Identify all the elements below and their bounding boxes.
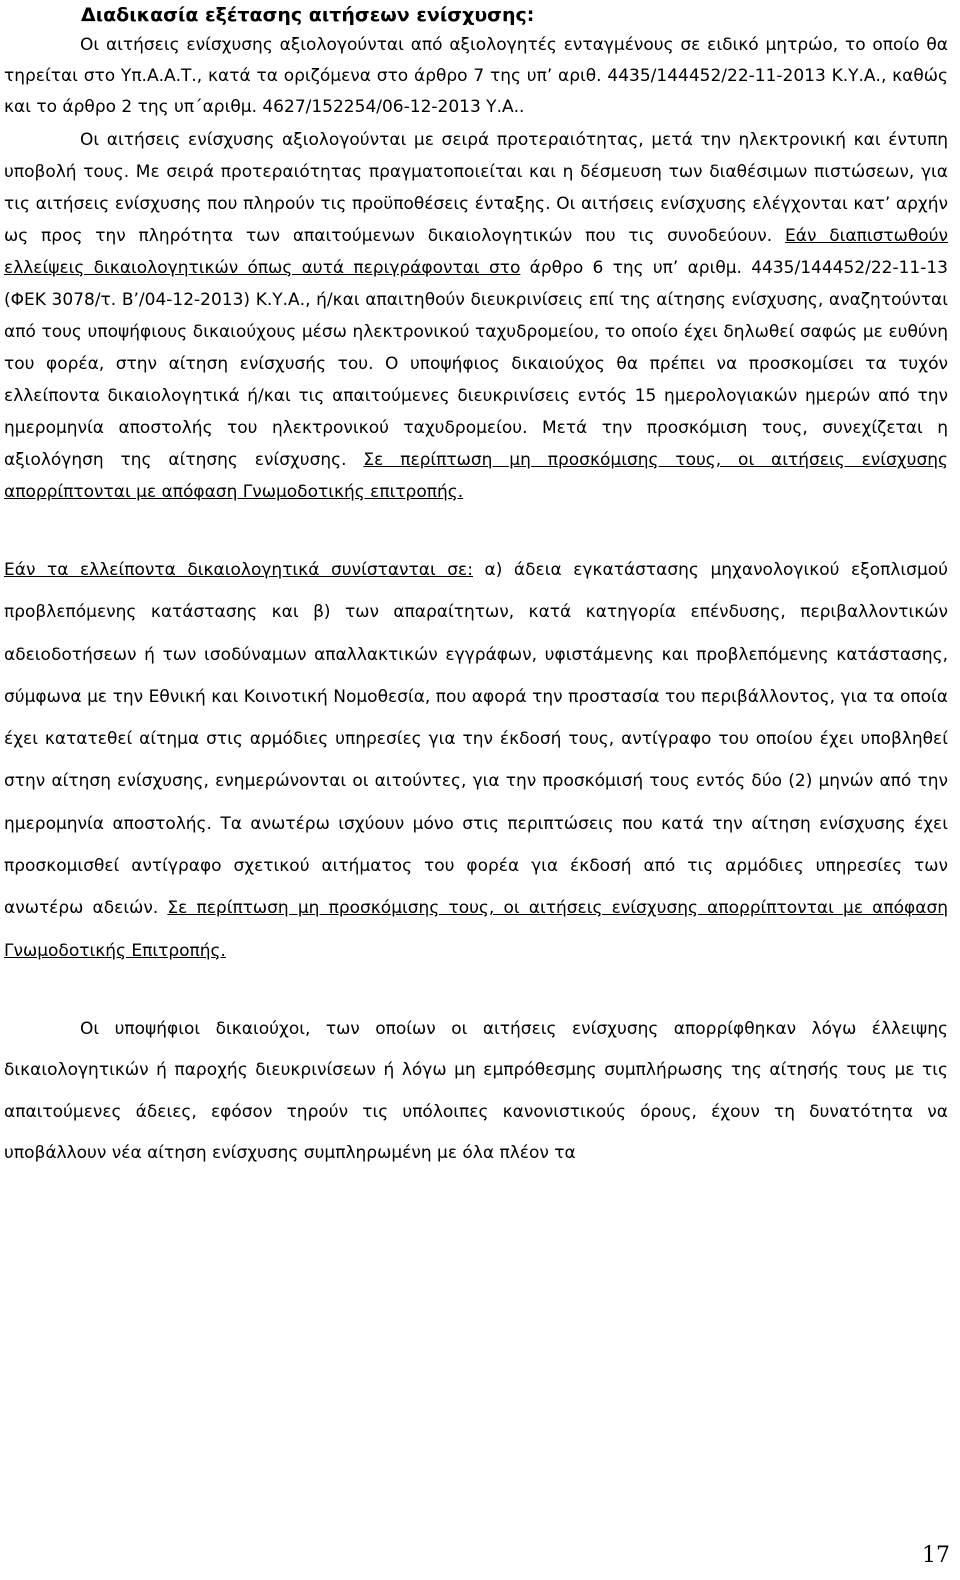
section-heading: Διαδικασία εξέτασης αιτήσεων ενίσχυσης: (81, 4, 535, 26)
paragraph-priority-text-1: Οι αιτήσεις ενίσχυσης αξιολογούνται με σειρά προτεραιότητας, μετά την ηλεκτρονική και έντυπη υποβολή τους. Με σειρά προτεραιότητας πραγματοποιείται και η δέσμευση των διαθέσιμων πιστώσεων, για τις αιτήσεις ενίσχυσης που πληρούν τις προϋποθέσεις ένταξης. Οι αιτήσεις ενίσχυσης ελέγχονται κατ’ αρχήν ως προς την πληρότητα των απαιτούμενων δικαιολογητικών που τις συνοδεύουν. (4, 130, 948, 246)
paragraph-evaluators: Οι αιτήσεις ενίσχυσης αξιολογούνται από αξιολογητές ενταγμένους σε ειδικό μητρώο, το οποίο θα τηρείται στο Υπ.Α.Α.Τ., κατά τα οριζόμενα στο άρθρο 7 της υπ’ αριθ. 4435/144452/22-11-2013 Κ.Υ.Α., καθώς και το άρθρο 2 της υπ΄αριθμ. 4627/152254/06-12-2013 Υ.Α.. (4, 35, 948, 117)
underlined-permits-rejection: Σε περίπτωση μη προσκόμισης τους, οι αιτήσεις ενίσχυσης απορρίπτονται με απόφαση Γνωμοδοτικής Επιτροπής. (4, 898, 948, 961)
page-number: 17 (922, 1543, 950, 1568)
paragraph-missing-permits (4, 549, 948, 972)
paragraph-missing-permits-text: α) άδεια εγκατάστασης μηχανολογικού εξοπλισμού προβλεπόμενης κατάστασης και β) των απαραίτητων, κατά κατηγορία επένδυσης, περιβαλλοντικών αδειοδοτήσεων ή των ισοδύναμων απαλλακτικών εγγράφων, υφιστάμενης και προβλεπόμενης κατάστασης, σύμφωνα με την Εθνική και Κοινοτική Νομοθεσία, που αφορά την προστασία του περιβάλλοντος, για τα οποία έχει κατατεθεί αίτημα στις αρμόδιες υπηρεσίες για την έκδοσή τους, αντίγραφο του οποίου έχει υποβληθεί στην αίτηση ενίσχυσης, ενημερώνονται οι αιτούντες, για την προσκόμισή τους εντός δύο (2) μηνών από την ημερομηνία αποστολής. Τα ανωτέρω ισχύουν μόνο στις περιπτώσεις που κατά την αίτηση ενίσχυσης έχει προσκομισθεί αντίγραφο σχετικού αιτήματος του φορέα για έκδοσή από τις αρμόδιες υπηρεσίες των ανωτέρω αδειών. (4, 560, 948, 919)
document-body (4, 0, 948, 1175)
underlined-rejection-notice: Σε περίπτωση μη προσκόμισης τους, οι αιτήσεις ενίσχυσης απορρίπτονται με απόφαση Γνωμοδοτικής επιτροπής. (4, 450, 948, 502)
underlined-missing-permits-intro: Εάν τα ελλείποντα δικαιολογητικά συνίστανται σε: (4, 560, 473, 580)
paragraph-priority-text-2: άρθρο 6 της υπ’ αριθμ. 4435/144452/22-11-13 (ΦΕΚ 3078/τ. Β’/04-12-2013) Κ.Υ.Α., ή/και απαιτηθούν διευκρινίσεις επί της αίτησης ενίσχυσης, αναζητούνται από τους υποψήφιους δικαιούχους μέσω ηλεκτρονικού ταχυδρομείου, το οποίο έχει δηλωθεί σαφώς με ευθύνη του φορέα, στην αίτηση ενίσχυσής του. Ο υποψήφιος δικαιούχος θα πρέπει να προσκομίσει τα τυχόν ελλείποντα δικαιολογητικά ή/και τις απαιτούμενες διευκρινίσεις εντός 15 ημερολογιακών ημερών από την ημερομηνία αποστολής του ηλεκτρονικού ταχυδρομείου. Μετά την προσκόμιση τους, συνεχίζεται η αξιολόγηση της αίτησης ενίσχυσης. (4, 258, 948, 470)
paragraph-priority-evaluation (4, 124, 948, 508)
underlined-missing-documents: Εάν διαπιστωθούν ελλείψεις δικαιολογητικών όπως αυτά περιγράφονται στο (4, 226, 948, 278)
paragraph-resubmission: Οι υποψήφιοι δικαιούχοι, των οποίων οι αιτήσεις ενίσχυσης απορρίφθηκαν λόγω έλλειψης δικαιολογητικών ή παροχής διευκρινίσεων ή λόγω μη εμπρόθεσμης συμπλήρωσης της αίτησής τους με τις απαιτούμενες άδειες, εφόσον τηρούν τις υπόλοιπες κανονιστικούς όρους, έχουν τη δυνατότητα να υποβάλλουν νέα αίτηση ενίσχυσης συμπληρωμένη με όλα πλέον τα (4, 1018, 948, 1164)
